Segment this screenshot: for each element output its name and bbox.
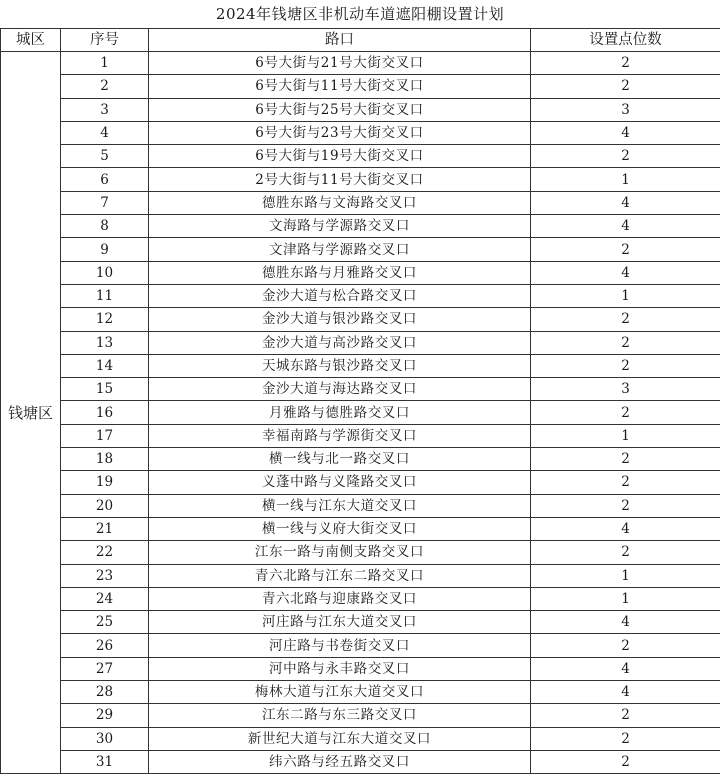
header-city: 城区: [1, 29, 61, 52]
table-row: [1, 121, 720, 144]
intersection-cell: 横一线与北一路交叉口: [149, 448, 531, 471]
point-count-cell: 1: [531, 284, 720, 307]
point-count-cell: 2: [531, 704, 720, 727]
intersection-cell: 江东一路与南侧支路交叉口: [149, 541, 531, 564]
intersection-cell: 横一线与江东大道交叉口: [149, 494, 531, 517]
point-count-cell: 2: [531, 354, 720, 377]
point-count-cell: 2: [531, 541, 720, 564]
plan-table: [0, 28, 720, 774]
point-count-cell: 4: [531, 261, 720, 284]
point-count-cell: 2: [531, 471, 720, 494]
intersection-cell: 6号大街与11号大街交叉口: [149, 75, 531, 98]
point-count-cell: 2: [531, 448, 720, 471]
row-number-cell: 15: [61, 378, 149, 401]
intersection-cell: 纬六路与经五路交叉口: [149, 750, 531, 773]
point-count-cell: 4: [531, 517, 720, 540]
point-count-cell: 1: [531, 168, 720, 191]
row-number-cell: 31: [61, 750, 149, 773]
header-number: 序号: [61, 29, 149, 52]
point-count-cell: 2: [531, 238, 720, 261]
point-count-cell: 2: [531, 145, 720, 168]
point-count-cell: 2: [531, 750, 720, 773]
table-row: [1, 681, 720, 704]
table-row: [1, 215, 720, 238]
table-row: [1, 98, 720, 121]
table-row: [1, 587, 720, 610]
intersection-cell: 德胜东路与月雅路交叉口: [149, 261, 531, 284]
row-number-cell: 12: [61, 308, 149, 331]
table-row: [1, 564, 720, 587]
intersection-cell: 2号大街与11号大街交叉口: [149, 168, 531, 191]
intersection-cell: 6号大街与19号大街交叉口: [149, 145, 531, 168]
point-count-cell: 4: [531, 681, 720, 704]
row-number-cell: 24: [61, 587, 149, 610]
row-number-cell: 26: [61, 634, 149, 657]
intersection-cell: 金沙大道与银沙路交叉口: [149, 308, 531, 331]
row-number-cell: 30: [61, 727, 149, 750]
point-count-cell: 2: [531, 331, 720, 354]
row-number-cell: 21: [61, 517, 149, 540]
row-number-cell: 22: [61, 541, 149, 564]
table-row: [1, 331, 720, 354]
intersection-cell: 6号大街与25号大街交叉口: [149, 98, 531, 121]
row-number-cell: 13: [61, 331, 149, 354]
row-number-cell: 23: [61, 564, 149, 587]
row-number-cell: 4: [61, 121, 149, 144]
point-count-cell: 3: [531, 98, 720, 121]
table-row: [1, 424, 720, 447]
intersection-cell: 德胜东路与文海路交叉口: [149, 191, 531, 214]
point-count-cell: 1: [531, 424, 720, 447]
table-row: [1, 378, 720, 401]
intersection-cell: 青六北路与江东二路交叉口: [149, 564, 531, 587]
point-count-cell: 4: [531, 191, 720, 214]
intersection-cell: 金沙大道与松合路交叉口: [149, 284, 531, 307]
table-row: [1, 517, 720, 540]
table-row: [1, 75, 720, 98]
intersection-cell: 青六北路与迎康路交叉口: [149, 587, 531, 610]
table-row: [1, 284, 720, 307]
table-row: [1, 494, 720, 517]
table-row: [1, 448, 720, 471]
row-number-cell: 1: [61, 52, 149, 75]
intersection-cell: 横一线与义府大街交叉口: [149, 517, 531, 540]
row-number-cell: 5: [61, 145, 149, 168]
intersection-cell: 新世纪大道与江东大道交叉口: [149, 727, 531, 750]
row-number-cell: 18: [61, 448, 149, 471]
intersection-cell: 金沙大道与海达路交叉口: [149, 378, 531, 401]
table-row: [1, 611, 720, 634]
point-count-cell: 2: [531, 727, 720, 750]
intersection-cell: 幸福南路与学源街交叉口: [149, 424, 531, 447]
point-count-cell: 1: [531, 587, 720, 610]
point-count-cell: 2: [531, 75, 720, 98]
table-row: [1, 145, 720, 168]
point-count-cell: 2: [531, 494, 720, 517]
row-number-cell: 28: [61, 681, 149, 704]
row-number-cell: 19: [61, 471, 149, 494]
district-cell: 钱塘区: [1, 52, 61, 774]
table-row: [1, 471, 720, 494]
point-count-cell: 2: [531, 634, 720, 657]
row-number-cell: 27: [61, 657, 149, 680]
table-row: [1, 541, 720, 564]
point-count-cell: 4: [531, 611, 720, 634]
row-number-cell: 3: [61, 98, 149, 121]
table-body: [1, 52, 720, 774]
table-row: [1, 308, 720, 331]
intersection-cell: 文津路与学源路交叉口: [149, 238, 531, 261]
intersection-cell: 义蓬中路与义隆路交叉口: [149, 471, 531, 494]
row-number-cell: 29: [61, 704, 149, 727]
point-count-cell: 4: [531, 121, 720, 144]
table-row: [1, 261, 720, 284]
row-number-cell: 14: [61, 354, 149, 377]
intersection-cell: 河庄路与书卷街交叉口: [149, 634, 531, 657]
intersection-cell: 江东二路与东三路交叉口: [149, 704, 531, 727]
row-number-cell: 9: [61, 238, 149, 261]
intersection-cell: 河中路与永丰路交叉口: [149, 657, 531, 680]
intersection-cell: 6号大街与23号大街交叉口: [149, 121, 531, 144]
table-row: [1, 750, 720, 773]
intersection-cell: 月雅路与德胜路交叉口: [149, 401, 531, 424]
header-point-count: 设置点位数: [531, 29, 720, 52]
row-number-cell: 17: [61, 424, 149, 447]
table-title: 2024年钱塘区非机动车道遮阳棚设置计划: [215, 5, 505, 23]
point-count-cell: 4: [531, 215, 720, 238]
point-count-cell: 1: [531, 564, 720, 587]
header-row: [1, 29, 720, 52]
point-count-cell: 2: [531, 52, 720, 75]
table-row: [1, 168, 720, 191]
table-row: [1, 704, 720, 727]
row-number-cell: 8: [61, 215, 149, 238]
row-number-cell: 6: [61, 168, 149, 191]
row-number-cell: 25: [61, 611, 149, 634]
table-row: [1, 191, 720, 214]
point-count-cell: 4: [531, 657, 720, 680]
intersection-cell: 6号大街与21号大街交叉口: [149, 52, 531, 75]
point-count-cell: 2: [531, 308, 720, 331]
table-row: [1, 354, 720, 377]
table-row: [1, 727, 720, 750]
header-intersection: 路口: [149, 29, 531, 52]
point-count-cell: 3: [531, 378, 720, 401]
intersection-cell: 文海路与学源路交叉口: [149, 215, 531, 238]
table-row: [1, 52, 720, 75]
table-row: [1, 634, 720, 657]
table-row: [1, 401, 720, 424]
point-count-cell: 2: [531, 401, 720, 424]
intersection-cell: 梅林大道与江东大道交叉口: [149, 681, 531, 704]
intersection-cell: 金沙大道与高沙路交叉口: [149, 331, 531, 354]
row-number-cell: 7: [61, 191, 149, 214]
table-row: [1, 238, 720, 261]
row-number-cell: 20: [61, 494, 149, 517]
row-number-cell: 11: [61, 284, 149, 307]
table-row: [1, 657, 720, 680]
row-number-cell: 16: [61, 401, 149, 424]
row-number-cell: 10: [61, 261, 149, 284]
row-number-cell: 2: [61, 75, 149, 98]
intersection-cell: 河庄路与江东大道交叉口: [149, 611, 531, 634]
intersection-cell: 天城东路与银沙路交叉口: [149, 354, 531, 377]
